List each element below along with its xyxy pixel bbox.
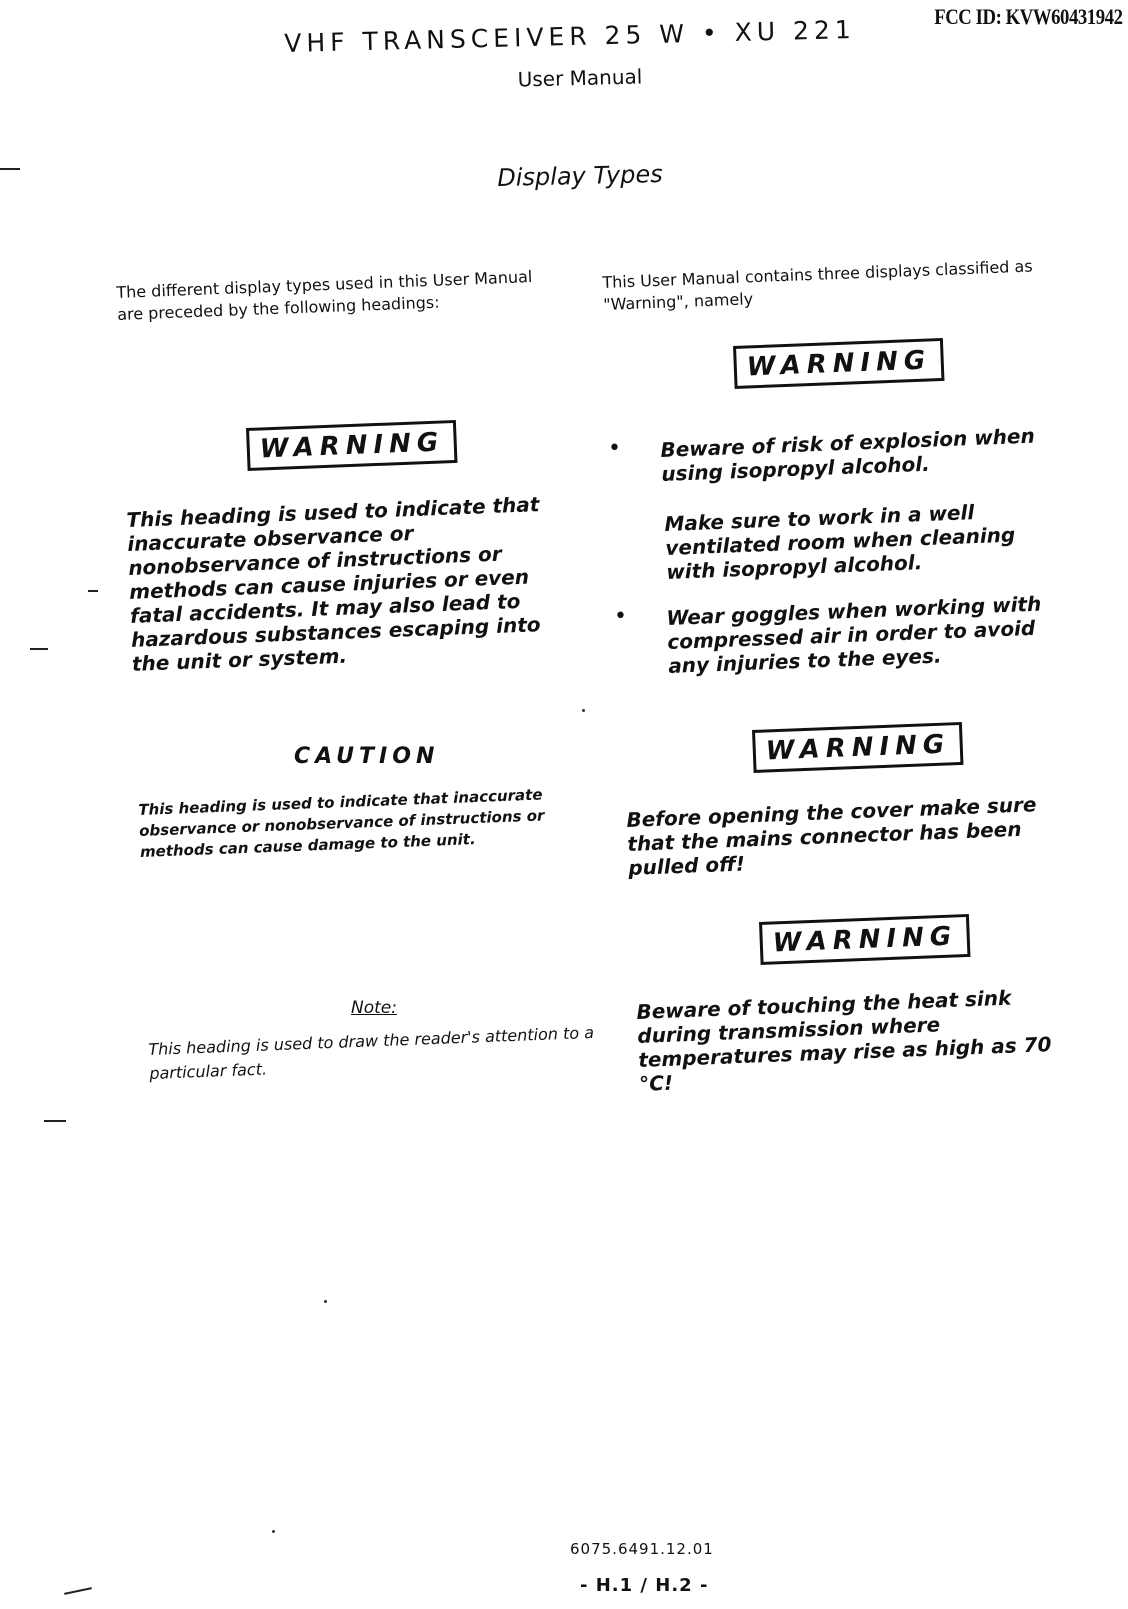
left-warning-box: WARNING — [246, 420, 458, 471]
note-text: This heading is used to draw the reader's attention to a particular fact. — [148, 1022, 595, 1083]
note-heading: Note: — [351, 998, 397, 1018]
section-title: Display Types — [496, 159, 664, 193]
scan-dot — [582, 709, 585, 712]
document-number: 6075.6491.12.01 — [570, 1540, 714, 1558]
right-warning-3-text: Beware of touching the heat sink during transmission where temperatures may rise as high as 70 °C! — [636, 985, 1052, 1096]
bullet-2-marker: • — [614, 604, 627, 629]
right-intro: This User Manual contains three displays classified as "Warning", namely — [602, 256, 1033, 314]
document-title: VHF TRANSCEIVER 25 W • XU 221 — [283, 15, 857, 58]
right-warning-box-3: WARNING — [759, 914, 971, 965]
left-warning-text: This heading is used to indicate that inaccurate observance or nonobservance of instructions or methods can cause injuries or even fatal accidents. It may also lead to hazardous substances escaping into the unit or system. — [126, 492, 541, 676]
bullet-2-text: Wear goggles when working with compressed air in order to avoid any injuries to the eyes. — [666, 591, 1042, 678]
document-subtitle: User Manual — [517, 64, 643, 92]
scan-mark — [64, 1587, 92, 1595]
right-warning-box-2: WARNING — [752, 722, 964, 773]
right-warning-2-text: Before opening the cover make sure that the mains connector has been pulled off! — [626, 792, 1037, 880]
left-intro: The different display types used in this User Manual are preceded by the following headings: — [116, 267, 533, 324]
bullet-1-text: Beware of risk of explosion when using isopropyl alcohol. — [660, 423, 1036, 486]
fcc-id: FCC ID: KVW60431942 — [933, 4, 1122, 29]
scan-mark — [44, 1120, 66, 1122]
scan-mark — [88, 590, 98, 592]
page-number: - H.1 / H.2 - — [580, 1575, 709, 1596]
scan-dot — [272, 1530, 275, 1533]
scan-mark — [0, 168, 20, 170]
bullet-1-marker: • — [608, 436, 621, 461]
right-warning-box-1: WARNING — [733, 338, 945, 389]
scan-mark — [30, 648, 48, 650]
caution-text: This heading is used to indicate that inaccurate observance or nonobservance of instructions or methods can cause damage to the unit. — [138, 785, 545, 861]
bullet-1-extra: Make sure to work in a well ventilated room when cleaning with isopropyl alcohol. — [664, 500, 1016, 584]
scan-dot — [324, 1300, 327, 1303]
caution-heading: CAUTION — [294, 744, 440, 769]
